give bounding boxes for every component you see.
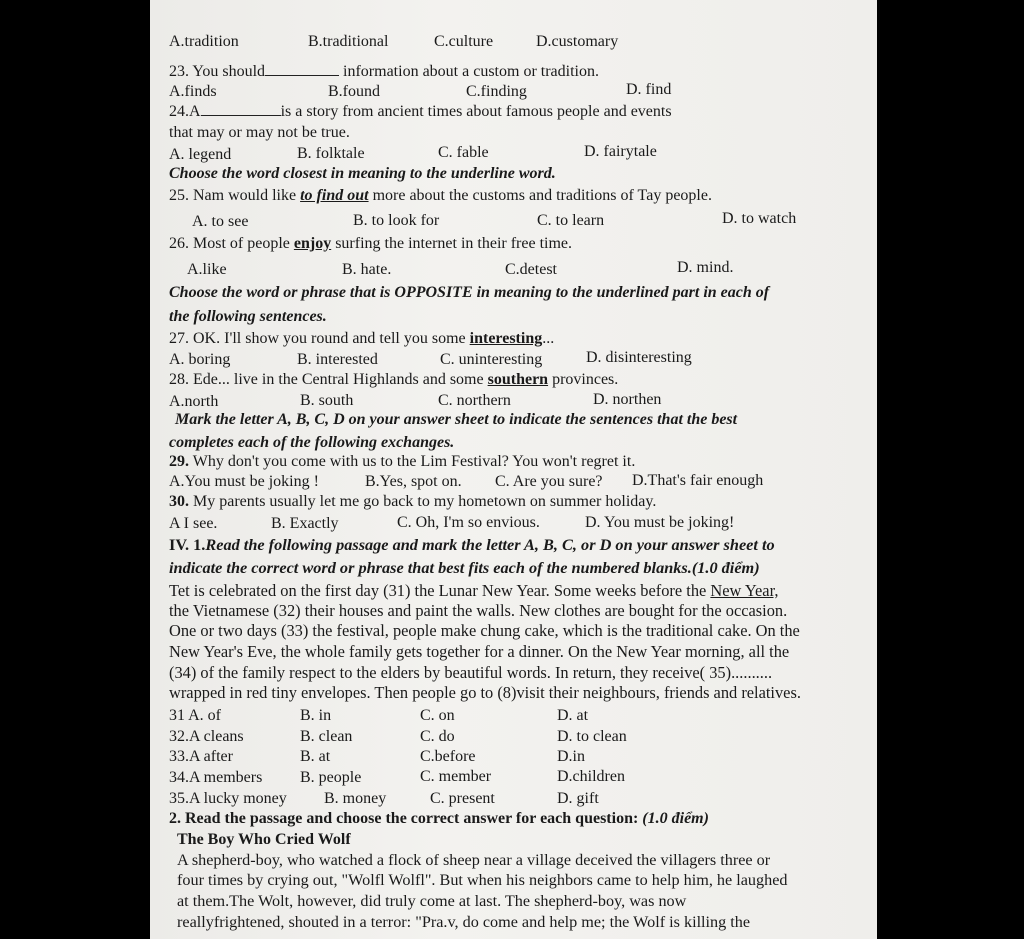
q32-option-b: B. clean <box>300 728 353 745</box>
question-23 <box>169 62 599 82</box>
q32-option-c: C. do <box>420 728 455 745</box>
q25-post: more about the customs and traditions of Tay people. <box>368 187 712 204</box>
q23-stem-end: information about a custom or tradition. <box>343 63 599 80</box>
question-27 <box>169 329 554 349</box>
q24-blank <box>201 103 281 116</box>
q28-option-c: C. northern <box>438 392 511 409</box>
passage-line-2: the Vietnamese (32) their houses and paint the walls. New clothes are bought for the occasion. <box>169 601 788 620</box>
q28-post: provinces. <box>548 371 619 388</box>
q28-option-a: A.north <box>169 393 219 410</box>
q26-underlined: enjoy <box>293 235 332 252</box>
section-opposite-heading: Choose the word or phrase that is OPPOSITE in meaning to the underlined part in each of <box>169 284 770 301</box>
q26-option-c: C.detest <box>505 261 557 278</box>
q23-option-d: D. find <box>626 81 672 98</box>
section-iv-instructions: Read the following passage and mark the letter A, B, C, or D on your answer sheet to <box>205 535 775 554</box>
q30-option-b: B. Exactly <box>271 515 339 532</box>
q28-pre: 28. Ede... live in the Central Highlands and some <box>169 371 488 388</box>
q26-post: surfing the internet in their free time. <box>331 235 573 252</box>
q35-option-b: B. money <box>324 790 387 807</box>
passage-line-3: One or two days (33) the festival, people make chung cake, which is the traditional cake. On the <box>169 621 800 640</box>
section-closest-heading: Choose the word closest in meaning to the underline word. <box>169 165 556 182</box>
q28-option-b: B. south <box>300 392 354 409</box>
passage-line-4: New Year's Eve, the whole family gets together for a dinner. On the New Year morning, all the <box>169 642 790 661</box>
question-26 <box>169 234 572 254</box>
q24-stem-line2: that may or may not be true. <box>169 124 350 141</box>
section-exchanges-heading: Mark the letter A, B, C, D on your answer sheet to indicate the sentences that the best <box>175 411 738 428</box>
q24-option-c: C. fable <box>438 144 489 161</box>
passage-line-1 <box>169 581 778 601</box>
q33-option-a: 33.A after <box>169 748 233 765</box>
q30-option-a: A I see. <box>169 515 218 532</box>
q31-option-c: C. on <box>420 707 455 724</box>
question-24 <box>169 102 672 122</box>
q23-option-b: B.found <box>328 83 380 100</box>
q34-option-d: D.children <box>557 768 625 785</box>
q34-option-b: B. people <box>300 769 362 786</box>
section-2-heading <box>169 809 709 829</box>
q27-underlined: interesting <box>469 330 543 347</box>
q31-option-b: B. in <box>300 707 332 724</box>
q22-option-d: D.customary <box>536 33 619 50</box>
q25-option-a: A. to see <box>192 213 249 230</box>
story-line-2: four times by crying out, "Wolfl Wolfl". But when his neighbors came to help him, he laughed <box>177 871 788 889</box>
q31-option-a: 31 A. of <box>169 707 221 724</box>
q25-option-b: B. to look for <box>353 212 440 229</box>
q29-option-b: B.Yes, spot on. <box>365 473 462 490</box>
q25-underlined: to find out <box>300 187 369 204</box>
q26-option-a: A.like <box>187 261 227 278</box>
passage-underlined-new-year: New Year, <box>710 581 779 600</box>
section-iv-number: IV. 1. <box>169 535 206 554</box>
q35-option-a: 35.A lucky money <box>169 790 287 807</box>
q29-option-d: D.That's fair enough <box>632 472 764 489</box>
section-2-text: 2. Read the passage and choose the correct answer for each question: <box>169 810 643 827</box>
passage-line-5: (34) of the family respect to the elders by beautiful words. In return, they receive( 35).......... <box>169 663 773 682</box>
story-line-3: at them.The Wolt, however, did truly come at last. The shepherd-boy, was now <box>177 892 687 910</box>
q28-underlined: southern <box>487 371 549 388</box>
q29-number: 29. <box>169 453 189 470</box>
q31-option-d: D. at <box>557 707 589 724</box>
q24-option-d: D. fairytale <box>584 143 657 160</box>
q30-option-c: C. Oh, I'm so envious. <box>397 514 540 531</box>
q34-option-c: C. member <box>420 768 492 785</box>
q22-option-b: B.traditional <box>308 33 389 50</box>
story-line-1: A shepherd-boy, who watched a flock of sheep near a village deceived the villagers three or <box>177 851 771 869</box>
q29-option-a: A.You must be joking ! <box>169 473 319 490</box>
q25-pre: 25. Nam would like <box>169 187 301 204</box>
q23-option-c: C.finding <box>466 83 527 100</box>
section-exchanges-heading-line2: completes each of the following exchanges. <box>169 434 455 451</box>
section-iv-heading <box>169 535 775 555</box>
story-title: The Boy Who Cried Wolf <box>177 831 351 848</box>
q23-blank <box>265 63 339 76</box>
q27-option-c: C. uninteresting <box>440 351 543 368</box>
q25-option-d: D. to watch <box>722 210 797 227</box>
q33-option-d: D.in <box>557 748 585 765</box>
q27-option-b: B. interested <box>297 351 378 368</box>
q27-post: ... <box>542 330 555 347</box>
question-25 <box>169 186 712 206</box>
q27-option-d: D. disinteresting <box>586 349 692 366</box>
q24-option-a: A. legend <box>169 146 232 163</box>
q35-option-d: D. gift <box>557 790 599 807</box>
question-29 <box>169 452 635 472</box>
q29-text: Why don't you come with us to the Lim Festival? You won't regret it. <box>189 453 636 470</box>
q24-stem-start: 24.A <box>169 103 201 120</box>
story-line-4: reallyfrightened, shouted in a terror: "Pra.v, do come and help me; the Wolf is killing the <box>177 913 751 931</box>
q33-option-c: C.before <box>420 748 476 765</box>
passage-line-1-text: Tet is celebrated on the first day (31) the Lunar New Year. Some weeks before the <box>169 581 711 600</box>
q29-option-c: C. Are you sure? <box>495 473 603 490</box>
section-2-score: (1.0 điểm) <box>642 810 709 827</box>
q33-option-b: B. at <box>300 748 331 765</box>
q26-option-b: B. hate. <box>342 261 392 278</box>
q30-number: 30. <box>169 493 189 510</box>
q35-option-c: C. present <box>430 790 495 807</box>
section-iv-heading-line2: indicate the correct word or phrase that best fits each of the numbered blanks.(1.0 điểm) <box>169 558 760 577</box>
q22-option-a: A.tradition <box>169 33 239 50</box>
q30-option-d: D. You must be joking! <box>585 514 735 531</box>
q22-option-c: C.culture <box>434 33 494 50</box>
section-opposite-heading-line2: the following sentences. <box>169 308 327 325</box>
q23-stem-start: 23. You should <box>169 63 266 80</box>
passage-line-6: wrapped in red tiny envelopes. Then people go to (8)visit their neighbours, friends and relatives. <box>169 683 801 702</box>
q24-stem-end: is a story from ancient times about famous people and events <box>280 103 672 120</box>
q30-text: My parents usually let me go back to my hometown on summer holiday. <box>189 493 657 510</box>
q24-option-b: B. folktale <box>297 145 365 162</box>
exam-paper <box>150 0 877 939</box>
q27-pre: 27. OK. I'll show you round and tell you some <box>169 330 470 347</box>
question-28 <box>169 370 618 390</box>
q26-option-d: D. mind. <box>677 259 734 276</box>
q32-option-a: 32.A cleans <box>169 728 244 745</box>
q25-option-c: C. to learn <box>537 212 605 229</box>
question-30 <box>169 492 656 512</box>
q34-option-a: 34.A members <box>169 769 263 786</box>
q23-option-a: A.finds <box>169 83 217 100</box>
q27-option-a: A. boring <box>169 351 231 368</box>
q32-option-d: D. to clean <box>557 728 627 745</box>
q26-pre: 26. Most of people <box>169 235 294 252</box>
q28-option-d: D. northen <box>593 391 662 408</box>
